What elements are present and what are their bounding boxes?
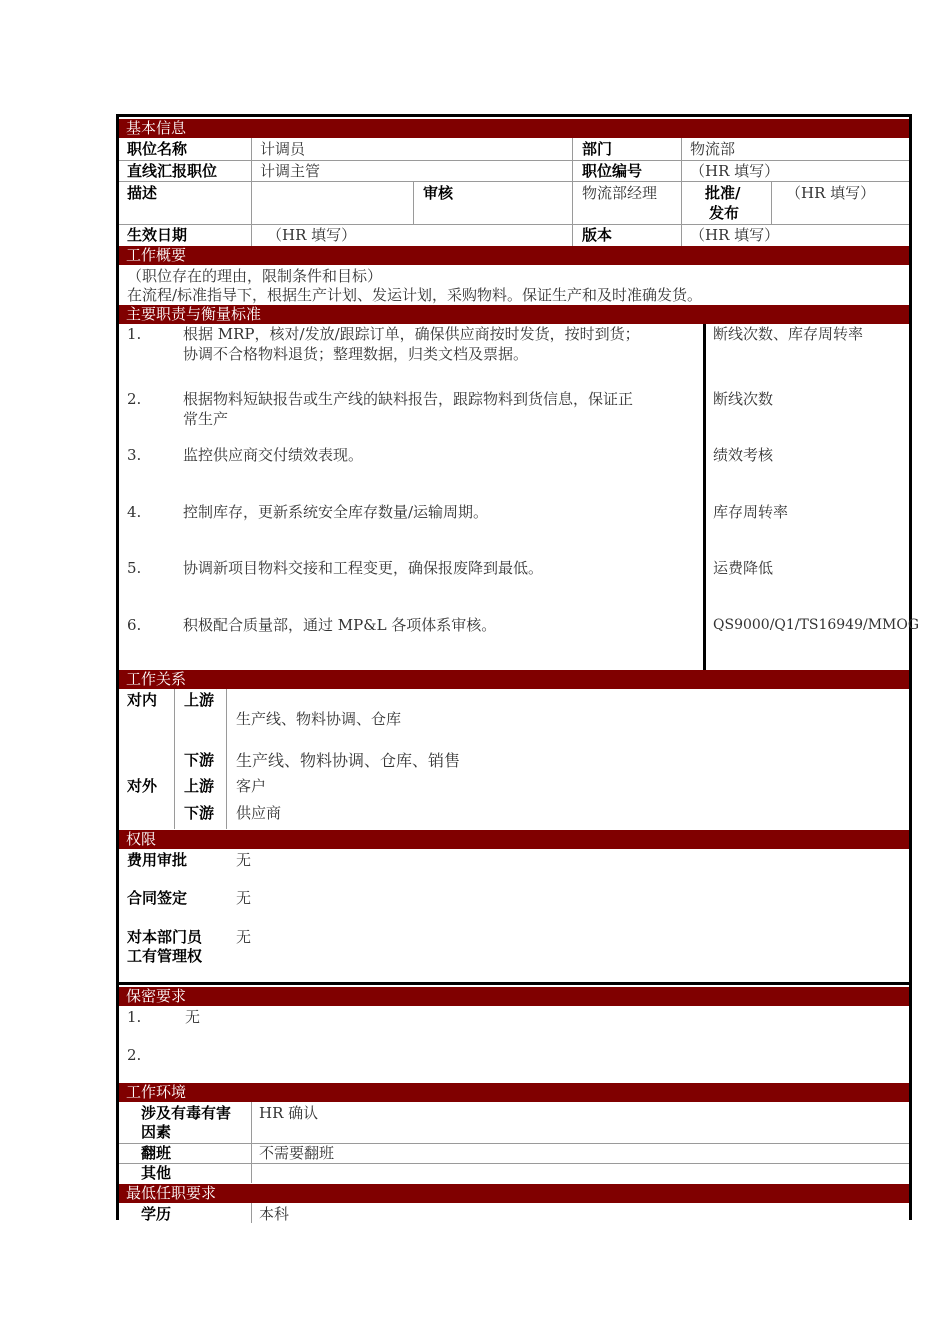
- duty-measure: QS9000/Q1/TS16949/MMOG: [713, 617, 920, 633]
- position-name-label: 职位名称: [127, 140, 188, 158]
- other-label: 其他: [141, 1164, 172, 1182]
- job-description-form: [116, 114, 920, 1223]
- internal-downstream-label: 下游: [184, 751, 215, 769]
- divider: [119, 982, 909, 985]
- section-header-basic: 基本信息: [119, 119, 909, 138]
- approve-label-line1: 批准/: [705, 184, 741, 202]
- hazard-value: HR 确认: [259, 1104, 319, 1122]
- department-label: 部门: [582, 140, 613, 158]
- duty-text-line1: 监控供应商交付绩效表现。: [183, 446, 364, 464]
- staff-management-value: 无: [236, 928, 252, 946]
- external-upstream-value: 客户: [236, 777, 267, 795]
- divider: [771, 181, 772, 224]
- duty-number: 1.: [127, 325, 142, 343]
- duty-measure: 绩效考核: [713, 446, 774, 464]
- approve-label-line2: 发布: [709, 204, 740, 222]
- section-header-requirements: 最低任职要求: [119, 1184, 909, 1203]
- staff-management-label-line2: 工有管理权: [127, 947, 203, 965]
- section-header-overview: 工作概要: [119, 246, 909, 265]
- duty-text-line1: 积极配合质量部，通过 MP&L 各项体系审核。: [183, 616, 497, 634]
- divider: [251, 138, 252, 246]
- duty-text-line1: 协调新项目物料交接和工程变更，确保报废降到最低。: [183, 559, 544, 577]
- duty-text-line1: 根据物料短缺报告或生产线的缺料报告，跟踪物料到货信息，保证正: [183, 390, 634, 408]
- section-header-duties: 主要职责与衡量标准: [119, 305, 909, 324]
- section-header-environment: 工作环境: [119, 1083, 909, 1102]
- divider: [174, 689, 175, 829]
- report-to-value: 计调主管: [260, 162, 321, 180]
- department-value: 物流部: [690, 140, 736, 158]
- confidentiality-number: 1.: [127, 1008, 142, 1026]
- divider: [119, 224, 909, 225]
- external-upstream-label: 上游: [184, 777, 215, 795]
- duty-measure: 断线次数: [713, 390, 774, 408]
- duty-text-line2: 常生产: [183, 410, 229, 428]
- duty-measure: 运费降低: [713, 559, 774, 577]
- internal-upstream-label: 上游: [184, 691, 215, 709]
- duty-number: 2.: [127, 390, 142, 408]
- duty-text-line1: 控制库存，更新系统安全库存数量/运输周期。: [183, 503, 489, 521]
- overview-text: 在流程/标准指导下，根据生产计划、发运计划，采购物料。保证生产和及时准确发货。: [127, 286, 703, 304]
- internal-downstream-value: 生产线、物料协调、仓库、销售: [236, 751, 461, 770]
- duty-text-line2: 协调不合格物料退货；整理数据，归类文档及票据。: [183, 345, 529, 363]
- expense-approval-label: 费用审批: [127, 851, 188, 869]
- effective-date-value: （HR 填写）: [267, 226, 357, 244]
- position-name-value: 计调员: [260, 140, 306, 158]
- confidentiality-number: 2.: [127, 1046, 142, 1064]
- external-downstream-label: 下游: [184, 804, 215, 822]
- divider: [119, 181, 909, 182]
- duty-number: 4.: [127, 503, 142, 521]
- position-code-value: （HR 填写）: [690, 162, 780, 180]
- approve-value: （HR 填写）: [786, 184, 876, 202]
- staff-management-label-line1: 对本部门员: [127, 928, 203, 946]
- hazard-label-line1: 涉及有毒有害: [141, 1104, 232, 1122]
- divider: [119, 1163, 909, 1164]
- effective-date-label: 生效日期: [127, 226, 188, 244]
- section-header-confidentiality: 保密要求: [119, 987, 909, 1006]
- divider: [681, 138, 682, 246]
- internal-label: 对内: [127, 691, 158, 709]
- confidentiality-text: 无: [185, 1008, 201, 1026]
- external-downstream-value: 供应商: [236, 804, 282, 822]
- duty-number: 6.: [127, 616, 142, 634]
- divider: [572, 138, 573, 246]
- duty-text-line1: 根据 MRP，核对/发放/跟踪订单，确保供应商按时发货，按时到货；: [183, 325, 640, 343]
- divider: [226, 689, 227, 829]
- section-header-relations: 工作关系: [119, 670, 909, 689]
- contract-signing-value: 无: [236, 889, 252, 907]
- duty-number: 5.: [127, 559, 142, 577]
- education-label: 学历: [141, 1205, 172, 1223]
- divider: [413, 181, 414, 224]
- overview-note: （职位存在的理由，限制条件和目标）: [127, 267, 383, 285]
- description-label: 描述: [127, 184, 158, 202]
- position-code-label: 职位编号: [582, 162, 643, 180]
- duty-measure: 断线次数、库存周转率: [713, 325, 864, 343]
- divider: [119, 1143, 909, 1144]
- review-value: 物流部经理: [582, 184, 658, 202]
- version-value: （HR 填写）: [690, 226, 780, 244]
- version-label: 版本: [582, 226, 613, 244]
- expense-approval-value: 无: [236, 851, 252, 869]
- divider: [119, 160, 909, 161]
- divider: [703, 324, 706, 670]
- overtime-label: 翻班: [141, 1144, 172, 1162]
- contract-signing-label: 合同签定: [127, 889, 188, 907]
- external-label: 对外: [127, 777, 158, 795]
- education-value: 本科: [259, 1205, 290, 1223]
- duty-number: 3.: [127, 446, 142, 464]
- divider: [251, 1102, 252, 1183]
- duty-measure: 库存周转率: [713, 503, 789, 521]
- section-header-authority: 权限: [119, 830, 909, 849]
- report-to-label: 直线汇报职位: [127, 162, 218, 180]
- review-label: 审核: [423, 184, 454, 202]
- overtime-value: 不需要翻班: [259, 1144, 335, 1162]
- hazard-label-line2: 因素: [141, 1123, 172, 1141]
- internal-upstream-value: 生产线、物料协调、仓库: [236, 710, 402, 728]
- divider: [251, 1203, 252, 1223]
